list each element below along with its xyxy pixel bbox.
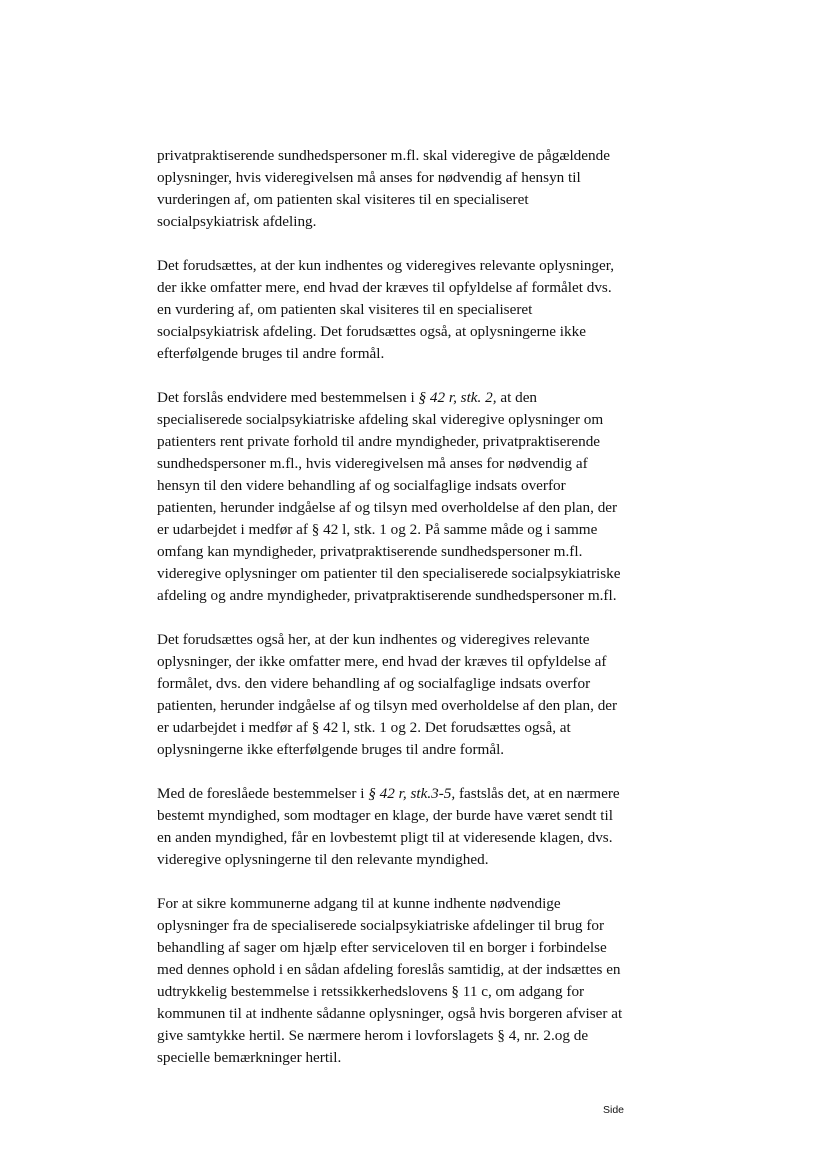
- text-line: patienten, herunder indgåelse af og tilsyn med overholdelse af den plan, der: [157, 499, 618, 516]
- text-line: er udarbejdet i medfør af § 42 l, stk. 1 og 2. På samme måde og i samme: [157, 521, 598, 538]
- text-line: efterfølgende bruges til andre formål.: [157, 345, 385, 362]
- text-line: patienters rent private forhold til andre myndigheder, privatpraktiserende: [157, 433, 601, 450]
- text-line: patienten, herunder indgåelse af og tilsyn med overholdelse af den plan, der: [157, 697, 618, 714]
- text-line: en anden myndighed, får en lovbestemt pligt til at videresende klagen, dvs.: [157, 829, 613, 846]
- text-line: privatpraktiserende sundhedspersoner m.fl. skal videregive de pågældende: [157, 147, 610, 164]
- paragraph-6: [157, 893, 687, 1069]
- text-line: [157, 783, 687, 805]
- text-line: formålet, dvs. den videre behandling af og socialfaglige indsats overfor: [157, 675, 591, 692]
- paragraph-1: [157, 145, 687, 233]
- text-line: socialpsykiatrisk afdeling. Det forudsættes også, at oplysningerne ikke: [157, 323, 586, 340]
- text-line: Det forudsættes også her, at der kun indhentes og videregives relevante: [157, 631, 590, 648]
- text-line: socialpsykiatrisk afdeling.: [157, 213, 317, 230]
- paragraph-5: [157, 783, 687, 871]
- page-footer-label: Side: [603, 1104, 625, 1116]
- text-line: vurderingen af, om patienten skal visiteres til en specialiseret: [157, 191, 529, 208]
- text-line: oplysninger, der ikke omfatter mere, end hvad der kræves til opfyldelse af: [157, 653, 607, 670]
- text-line: der ikke omfatter mere, end hvad der kræves til opfyldelse af formålet dvs.: [157, 279, 612, 296]
- text-line: oplysninger, hvis videregivelsen må anses for nødvendig af hensyn til: [157, 169, 581, 186]
- text-line: specielle bemærkninger hertil.: [157, 1049, 342, 1066]
- body-text: [157, 145, 687, 1091]
- text-line: Det forudsættes, at der kun indhentes og videregives relevante oplysninger,: [157, 257, 615, 274]
- text-line: specialiserede socialpsykiatriske afdeling skal videregive oplysninger om: [157, 411, 604, 428]
- section-reference: § 42 r, stk. 2,: [418, 389, 497, 406]
- text-line: For at sikre kommunerne adgang til at kunne indhente nødvendige: [157, 895, 561, 912]
- paragraph-3: [157, 387, 687, 607]
- section-reference: § 42 r, stk.3-5,: [368, 785, 456, 802]
- text-run: Med de foreslåede bestemmelser i: [157, 785, 369, 802]
- text-line: omfang kan myndigheder, privatpraktiserende sundhedspersoner m.fl.: [157, 543, 583, 560]
- text-run: Det forslås endvidere med bestemmelsen i: [157, 389, 419, 406]
- text-line: afdeling og andre myndigheder, privatpraktiserende sundhedspersoner m.fl.: [157, 587, 617, 604]
- text-line: hensyn til den videre behandling af og socialfaglige indsats overfor: [157, 477, 566, 494]
- text-line: bestemt myndighed, som modtager en klage, der burde have været sendt til: [157, 807, 613, 824]
- text-line: en vurdering af, om patienten skal visiteres til en specialiseret: [157, 301, 533, 318]
- text-line: give samtykke hertil. Se nærmere herom i lovforslagets § 4, nr. 2.og de: [157, 1027, 589, 1044]
- text-run: fastslås det, at en nærmere: [455, 785, 620, 802]
- text-line: udtrykkelig bestemmelse i retssikkerhedslovens § 11 c, om adgang for: [157, 983, 585, 1000]
- text-line: videregive oplysningerne til den relevante myndighed.: [157, 851, 489, 868]
- text-line: oplysninger fra de specialiserede socialpsykiatriske afdelinger til brug for: [157, 917, 605, 934]
- text-line: [157, 387, 687, 409]
- text-line: behandling af sager om hjælp efter serviceloven til en borger i forbindelse: [157, 939, 607, 956]
- text-line: oplysningerne ikke efterfølgende bruges til andre formål.: [157, 741, 505, 758]
- text-line: med dennes ophold i en sådan afdeling foreslås samtidig, at der indsættes en: [157, 961, 621, 978]
- paragraph-4: [157, 629, 687, 761]
- text-line: er udarbejdet i medfør af § 42 l, stk. 1 og 2. Det forudsættes også, at: [157, 719, 571, 736]
- text-line: videregive oplysninger om patienter til den specialiserede socialpsykiatriske: [157, 565, 621, 582]
- text-line: sundhedspersoner m.fl., hvis videregivelsen må anses for nødvendig af: [157, 455, 588, 472]
- paragraph-2: [157, 255, 687, 365]
- text-run: at den: [496, 389, 538, 406]
- text-line: kommunen til at indhente sådanne oplysninger, også hvis borgeren afviser at: [157, 1005, 623, 1022]
